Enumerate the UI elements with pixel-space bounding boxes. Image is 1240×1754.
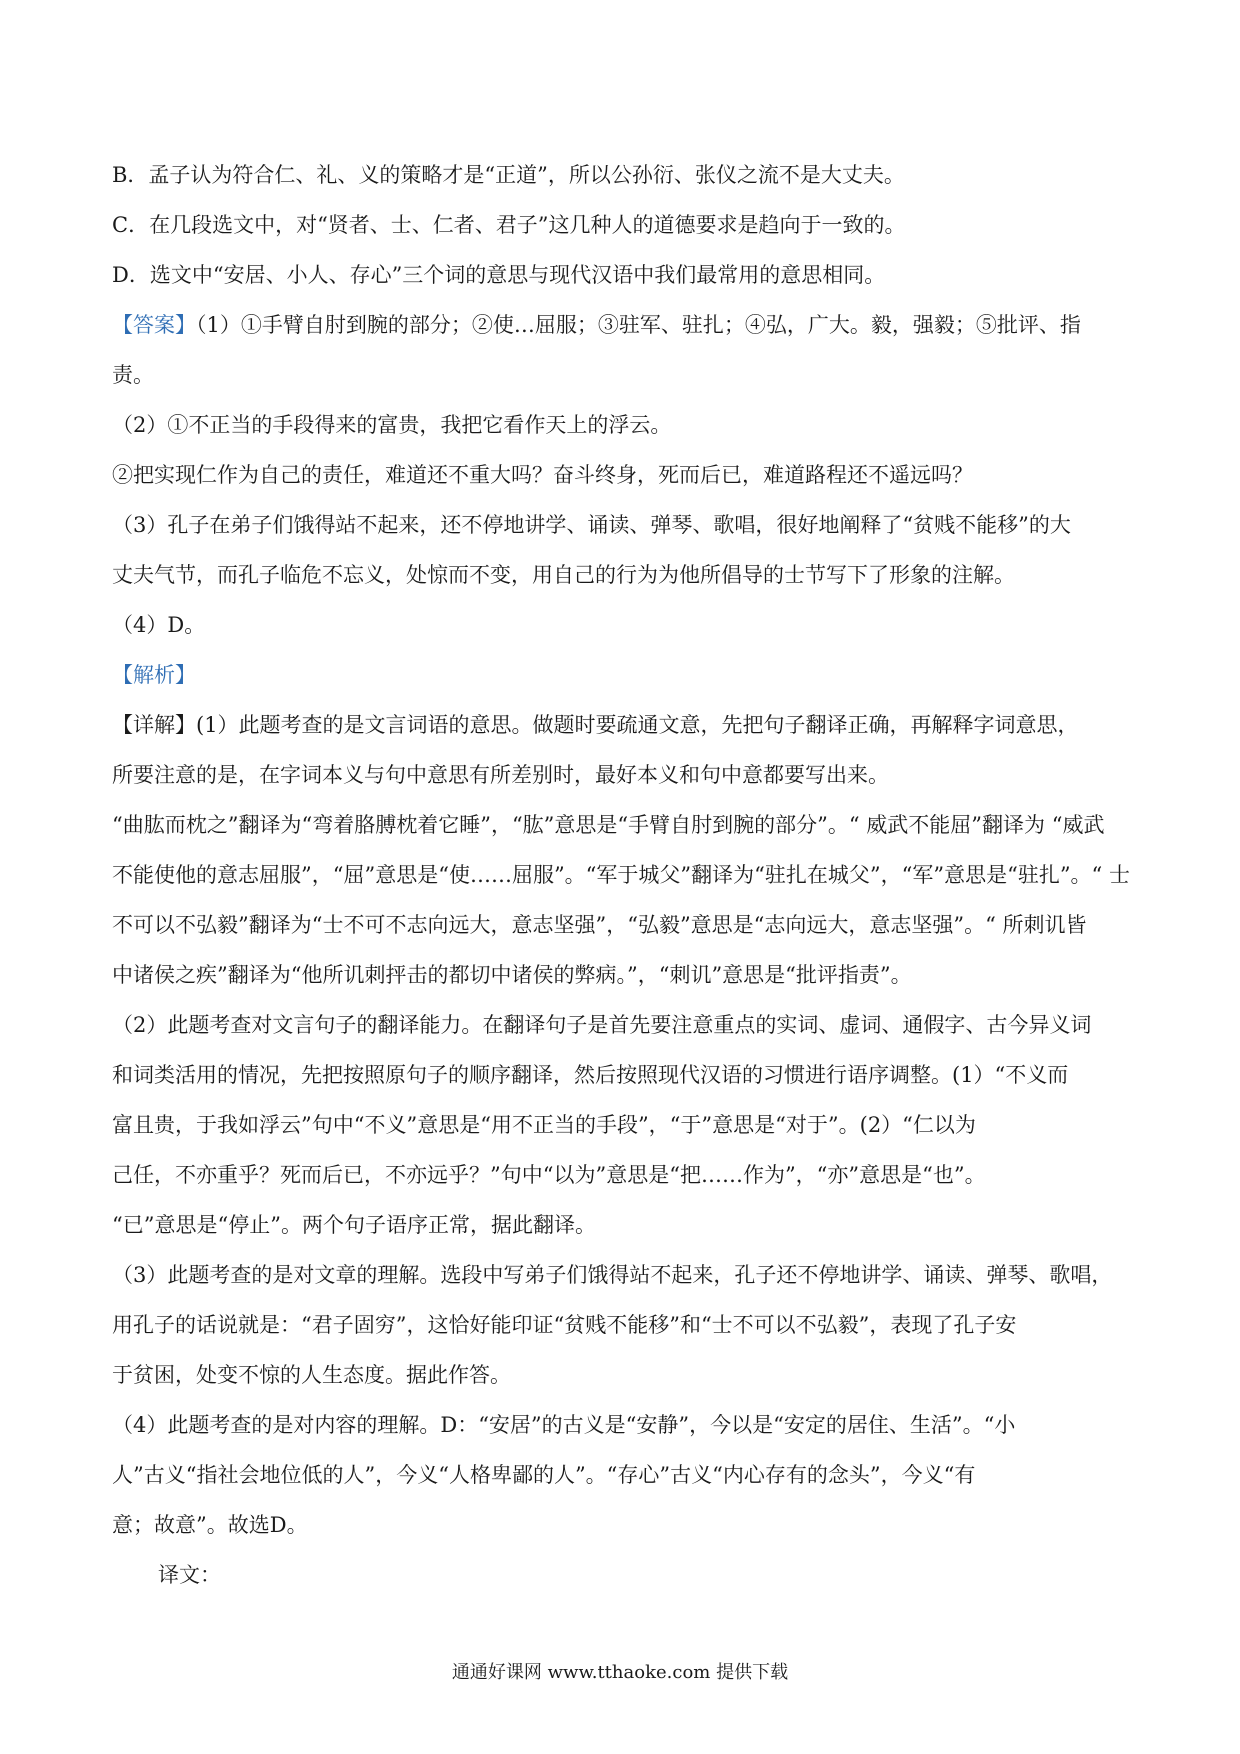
- detail3-line-3: 于贫困，处变不惊的人生态度。据此作答。: [112, 1363, 511, 1387]
- detail3-line-2: 用孔子的话说就是：“君子固穷”，这恰好能印证“贫贱不能移”和“士不可以不弘毅”，表现了孔子安: [112, 1313, 1017, 1337]
- option-b: B．孟子认为符合仁、礼、义的策略才是“正道”，所以公孙衍、张仪之流不是大丈夫。: [112, 163, 905, 187]
- analysis-heading: 【解析】: [112, 663, 196, 687]
- detail3-line-1: （3）此题考查的是对文章的理解。选段中写弟子们饿得站不起来，孔子还不停地讲学、诵读、弹琴、歌唱，: [112, 1263, 1113, 1287]
- translation-heading: 译文：: [158, 1563, 221, 1587]
- answer-part3-line-1: （3）孔子在弟子们饿得站不起来，还不停地讲学、诵读、弹琴、歌唱，很好地阐释了“贫贱不能移”的大: [112, 513, 1071, 537]
- answer-text: （1）①手臂自肘到腕的部分；②使…屈服；③驻军、驻扎；④弘，广大。毅，强毅；⑤批评、指: [196, 313, 1081, 337]
- answer-part2-line-1: （2）①不正当的手段得来的富贵，我把它看作天上的浮云。: [112, 413, 672, 437]
- detail-line-4: 不能使他的意志屈服”，“屈”意思是“使……屈服”。“军于城父”翻译为“驻扎在城父”，“军”意思是“驻扎”。“ 士: [112, 863, 1130, 887]
- detail2-line-5: “已”意思是“停止”。两个句子语序正常，据此翻译。: [112, 1213, 596, 1237]
- option-c: C．在几段选文中，对“贤者、士、仁者、君子”这几种人的道德要求是趋向于一致的。: [112, 213, 906, 237]
- detail2-line-3: 富且贵，于我如浮云”句中“不义”意思是“用不正当的手段”，“于”意思是“对于”。(2）“仁以为: [112, 1113, 976, 1137]
- answer-line-2: 责。: [112, 363, 154, 387]
- answer-part3-line-2: 丈夫气节，而孔子临危不忘义，处惊而不变，用自己的行为为他所倡导的士节写下了形象的注解。: [112, 563, 1015, 587]
- detail4-line-3: 意；故意”。故选D。: [112, 1513, 308, 1537]
- answer-line-1: [112, 310, 1132, 340]
- detail2-line-2: 和词类活用的情况，先把按照原句子的顺序翻译，然后按照现代汉语的习惯进行语序调整。(1）“不义而: [112, 1063, 1069, 1087]
- detail-line-6: 中诸侯之疾”翻译为“他所讥刺抨击的都切中诸侯的弊病。”，“刺讥”意思是“批评指责”。: [112, 963, 912, 987]
- detail4-line-2: 人”古义“指社会地位低的人”，今义“人格卑鄙的人”。“存心”古义“内心存有的念头”，今义“有: [112, 1463, 976, 1487]
- detail4-line-1: （4）此题考查的是对内容的理解。D：“安居”的古义是“安静”，今以是“安定的居住、生活”。“小: [112, 1413, 1016, 1437]
- detail-line-2: 所要注意的是，在字词本义与句中意思有所差别时，最好本义和句中意都要写出来。: [112, 763, 889, 787]
- detail-line-3: “曲肱而枕之”翻译为“弯着胳膊枕着它睡”，“肱”意思是“手臂自肘到腕的部分”。“ 威武不能屈”翻译为 “威武: [112, 813, 1105, 837]
- detail2-line-4: 己任，不亦重乎？死而后已，不亦远乎？”句中“以为”意思是“把……作为”，“亦”意思是“也”。: [112, 1163, 986, 1187]
- option-d: D．选文中“安居、小人、存心”三个词的意思与现代汉语中我们最常用的意思相同。: [112, 263, 886, 287]
- detail-line-5: 不可以不弘毅”翻译为“士不可不志向远大，意志坚强”，“弘毅”意思是“志向远大，意志坚强”。“ 所刺讥皆: [112, 913, 1087, 937]
- detail-line-1: 【详解】(1）此题考查的是文言词语的意思。做题时要疏通文意，先把句子翻译正确，再解释字词意思，: [112, 713, 1079, 737]
- answer-tag: 【答案】: [112, 313, 196, 337]
- page-footer: 通通好课网 www.tthaoke.com 提供下载: [451, 1662, 789, 1683]
- answer-part2-line-2: ②把实现仁作为自己的责任，难道还不重大吗？奋斗终身，死而后已，难道路程还不遥远吗？: [112, 463, 973, 487]
- answer-part4: （4）D。: [112, 613, 206, 637]
- detail2-line-1: （2）此题考查对文言句子的翻译能力。在翻译句子是首先要注意重点的实词、虚词、通假字、古今异义词: [112, 1013, 1092, 1037]
